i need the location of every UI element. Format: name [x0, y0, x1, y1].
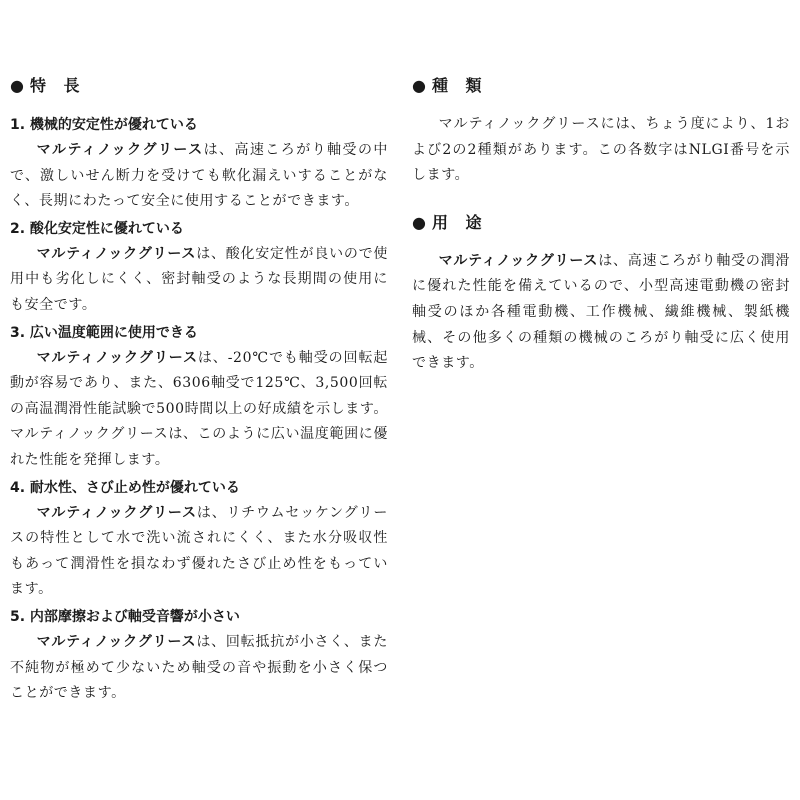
feature-item-5	[10, 604, 388, 707]
uses-heading: ●用 途	[412, 212, 488, 232]
types-heading: ●種 類	[412, 76, 488, 95]
brand-name: マルティノックグリース	[438, 252, 599, 269]
info-column	[412, 74, 790, 399]
brand-name: マルティノックグリース	[36, 142, 204, 158]
brand-name: マルティノックグリース	[36, 633, 197, 650]
feature-body	[10, 501, 388, 603]
types-section	[412, 74, 790, 189]
feature-title: 4. 耐水性、さび止め性が優れている	[10, 479, 240, 496]
feature-text: は、回転抵抗が小さく、また不純物が極めて少ないため軸受の音や振動を小さく保つことができます。	[10, 633, 388, 702]
brand-name: マルティノックグリース	[36, 245, 197, 262]
feature-text: は、高速ころがり軸受の中で、激しいせん断力を受けても軟化漏えいすることがなく、長期にわたって安全に使用することができます。	[10, 142, 388, 210]
uses-body	[412, 249, 790, 377]
types-body: マルティノックグリースには、ちょう度により、1および2の2種類があります。この各数字はNLGI番号を示します。	[412, 116, 790, 184]
feature-title: 3. 広い温度範囲に使用できる	[10, 324, 198, 341]
features-column	[10, 74, 388, 708]
feature-body	[10, 242, 388, 319]
feature-item-4	[10, 475, 388, 603]
brand-name: マルティノックグリース	[36, 504, 197, 521]
brand-name: マルティノックグリース	[36, 349, 198, 366]
uses-text: は、高速ころがり軸受の潤滑に優れた性能を備えているので、小型高速電動機の密封軸受のほか各種電動機、工作機械、繊維機械、製紙機械、その他多くの種類の機械のころがり軸受に広く使用できます。	[412, 252, 790, 372]
feature-title: 2. 酸化安定性に優れている	[10, 220, 184, 237]
feature-text: は、リチウムセッケングリースの特性として水で洗い流されにくく、また水分吸収性もあって潤滑性を損なわず優れたさび止め性をもっています。	[10, 504, 388, 598]
feature-text: は、-20℃でも軸受の回転起動が容易であり、また、6306軸受で125℃、3,500回転の高温潤滑性能試験で500時間以上の好成績を示します。マルティノックグリースは、このように広い温度範囲に優れた性能を発揮します。	[10, 349, 388, 468]
feature-title: 5. 内部摩擦および軸受音響が小さい	[10, 608, 240, 625]
uses-section	[412, 211, 790, 377]
feature-body	[10, 346, 388, 474]
feature-text: は、酸化安定性が良いので使用中も劣化しにくく、密封軸受のような長期間の使用にも安全です。	[10, 245, 388, 313]
feature-title: 1. 機械的安定性が優れている	[10, 117, 198, 133]
features-heading: ●特 長	[10, 76, 86, 95]
feature-item-1	[10, 112, 388, 215]
feature-body	[10, 138, 388, 215]
feature-body	[10, 630, 388, 707]
feature-item-3	[10, 320, 388, 474]
feature-item-2	[10, 216, 388, 319]
